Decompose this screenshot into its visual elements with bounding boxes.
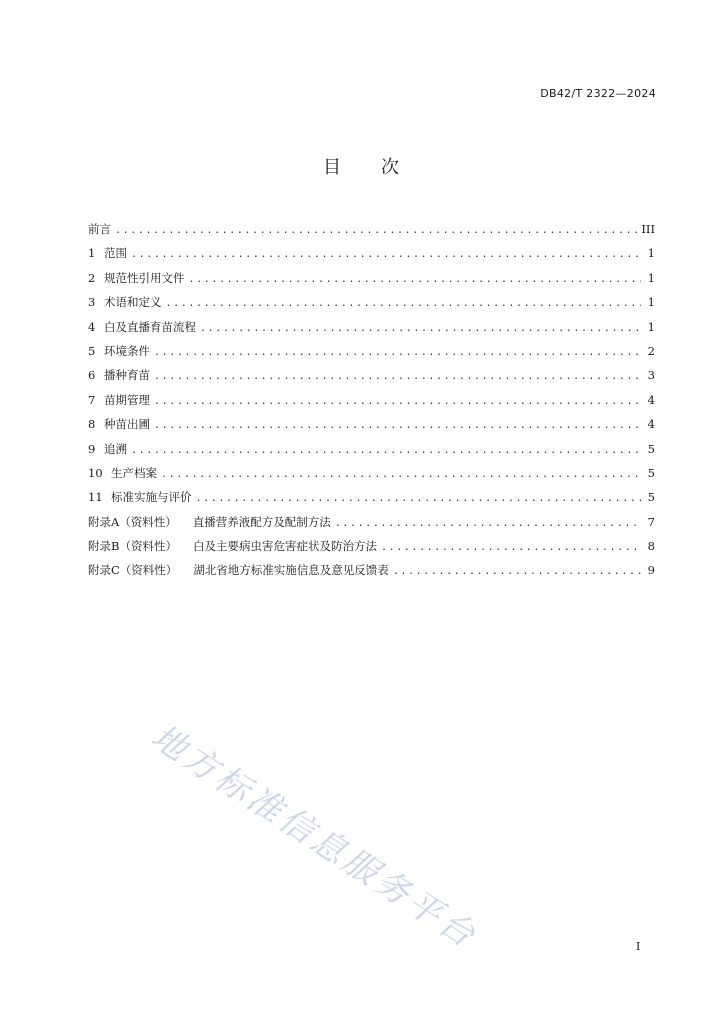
toc-label: 范围 [104, 246, 127, 261]
toc-label: 追溯 [104, 441, 127, 456]
toc-leader [154, 365, 641, 389]
toc-page: 1 [647, 295, 655, 310]
standard-code: DB42/T 2322—2024 [540, 87, 656, 100]
toc-page: 1 [647, 270, 655, 285]
toc-page: III [641, 222, 655, 236]
toc-label: 术语和定义 [104, 295, 162, 310]
toc-entry-7[interactable] [88, 388, 655, 412]
toc-label: 白及主要病虫害危害症状及防治方法 [192, 539, 377, 554]
toc-page: 1 [647, 246, 655, 261]
toc-label: 直播营养液配方及配制方法 [192, 514, 331, 529]
toc-label: 苗期管理 [104, 392, 150, 407]
toc-leader [115, 219, 637, 243]
toc-label: 湖北省地方标准实施信息及意见反馈表 [193, 563, 389, 578]
toc-page: 2 [647, 343, 655, 358]
toc-leader [196, 487, 642, 511]
toc-page: 5 [647, 465, 655, 480]
toc-entry-8[interactable] [88, 412, 655, 436]
toc-entry-1[interactable] [88, 241, 655, 265]
toc-appendix-tag: 附录C（资料性） [88, 563, 178, 578]
toc-page: 8 [647, 539, 655, 554]
toc-page: 1 [647, 319, 655, 334]
toc-leader [189, 268, 642, 292]
toc-number: 4 [88, 319, 96, 334]
watermark: 地方标准信息服务平台 [143, 716, 485, 958]
toc-page: 5 [647, 490, 655, 505]
toc-label: 前言 [88, 222, 111, 236]
toc-entry-foreword[interactable] [88, 217, 655, 241]
page-title [0, 153, 724, 179]
toc-entry-10[interactable] [88, 461, 655, 485]
table-of-contents [88, 217, 655, 583]
toc-leader [335, 512, 641, 536]
toc-entry-11[interactable] [88, 485, 655, 509]
toc-label: 标准实施与评价 [111, 490, 192, 505]
toc-leader [161, 463, 641, 487]
toc-leader [154, 341, 641, 365]
title-char-2: 次 [381, 157, 401, 178]
toc-number: 6 [88, 368, 96, 383]
toc-leader [154, 390, 641, 414]
toc-number: 7 [88, 392, 96, 407]
title-char-1: 目 [323, 157, 343, 178]
toc-label: 生产档案 [111, 465, 157, 480]
toc-leader [131, 243, 641, 267]
toc-entry-6[interactable] [88, 363, 655, 387]
toc-number: 2 [88, 270, 96, 285]
toc-number: 8 [88, 417, 96, 432]
toc-entry-9[interactable] [88, 437, 655, 461]
toc-leader [200, 317, 641, 341]
toc-leader [131, 439, 641, 463]
toc-number: 9 [88, 441, 96, 456]
toc-leader [381, 536, 641, 560]
toc-leader [166, 292, 642, 316]
toc-number: 3 [88, 295, 96, 310]
toc-number: 5 [88, 343, 96, 358]
toc-entry-appendix-b[interactable] [88, 534, 655, 558]
toc-label: 规范性引用文件 [104, 270, 185, 285]
toc-label: 环境条件 [104, 343, 150, 358]
toc-entry-appendix-c[interactable] [88, 558, 655, 582]
toc-appendix-tag: 附录B（资料性） [88, 539, 177, 554]
toc-number: 1 [88, 246, 96, 261]
toc-page: 7 [647, 514, 655, 529]
toc-appendix-tag: 附录A（资料性） [88, 514, 177, 529]
toc-label: 种苗出圃 [104, 417, 150, 432]
toc-label: 播种育苗 [104, 368, 150, 383]
toc-entry-2[interactable] [88, 266, 655, 290]
toc-number: 10 [88, 465, 103, 480]
toc-entry-5[interactable] [88, 339, 655, 363]
toc-entry-4[interactable] [88, 315, 655, 339]
toc-page: 3 [647, 368, 655, 383]
toc-page: 5 [647, 441, 655, 456]
toc-entry-appendix-a[interactable] [88, 510, 655, 534]
toc-leader [393, 560, 641, 584]
toc-leader [154, 414, 641, 438]
toc-page: 4 [647, 417, 655, 432]
page-number: I [636, 940, 641, 953]
toc-page: 9 [647, 563, 655, 578]
toc-label: 白及直播育苗流程 [104, 319, 196, 334]
toc-page: 4 [647, 392, 655, 407]
toc-entry-3[interactable] [88, 290, 655, 314]
toc-number: 11 [88, 490, 103, 505]
